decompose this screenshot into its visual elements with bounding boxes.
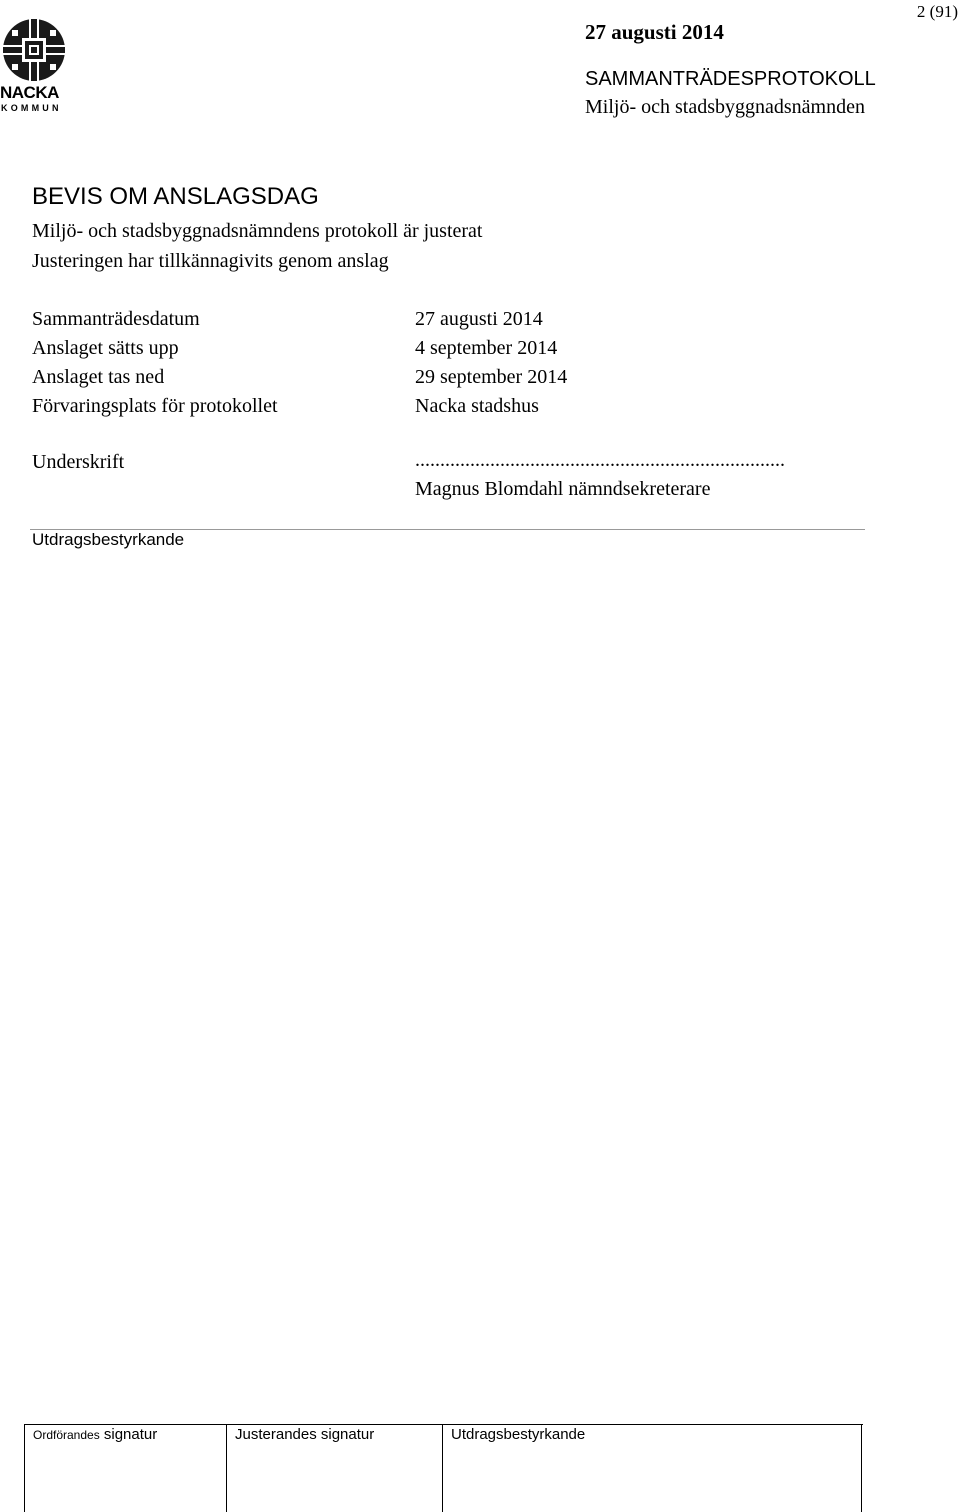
- intro-line-1: Miljö- och stadsbyggnadsnämndens protokoll är justerat: [32, 220, 483, 242]
- header-date: 27 augusti 2014: [585, 20, 724, 44]
- page-title: BEVIS OM ANSLAGSDAG: [32, 183, 319, 210]
- logo-name: NACKA: [0, 83, 59, 102]
- label-storage: Förvaringsplats för protokollet: [32, 395, 278, 417]
- value-storage: Nacka stadshus: [415, 395, 539, 417]
- signature-name: Magnus Blomdahl nämndsekreterare: [415, 478, 711, 500]
- value-meeting-date: 27 augusti 2014: [415, 308, 543, 330]
- value-removed: 29 september 2014: [415, 366, 568, 388]
- footer-cell-certify: [442, 1425, 862, 1512]
- page-number: 2 (91): [916, 2, 958, 21]
- utdrag-label: Utdragsbestyrkande: [32, 530, 185, 549]
- label-removed: Anslaget tas ned: [32, 366, 165, 388]
- header-committee: Miljö- och stadsbyggnadsnämnden: [585, 96, 865, 118]
- intro-line-2: Justeringen har tillkännagivits genom anslag: [32, 250, 389, 272]
- signature-line: ..........................................................................: [415, 449, 785, 471]
- footer-label-certify: Utdragsbestyrkande: [451, 1426, 586, 1443]
- footer-cell-adjuster: [226, 1425, 443, 1512]
- label-posted: Anslaget sätts upp: [32, 337, 179, 359]
- label-signature: Underskrift: [32, 451, 125, 473]
- signature-footer: [24, 1424, 863, 1512]
- label-meeting-date: Sammanträdesdatum: [32, 308, 200, 330]
- footer-label-adjuster: Justerandes signatur: [235, 1426, 375, 1443]
- nacka-logo: [0, 18, 70, 118]
- footer-label-chair: Ordförandes signatur: [33, 1426, 158, 1443]
- header-doc-type: SAMMANTRÄDESPROTOKOLL: [585, 68, 876, 90]
- value-posted: 4 september 2014: [415, 337, 558, 359]
- nacka-emblem-icon: [0, 18, 68, 82]
- footer-cell-chair: [24, 1425, 227, 1512]
- logo-sub: KOMMUN: [1, 103, 62, 113]
